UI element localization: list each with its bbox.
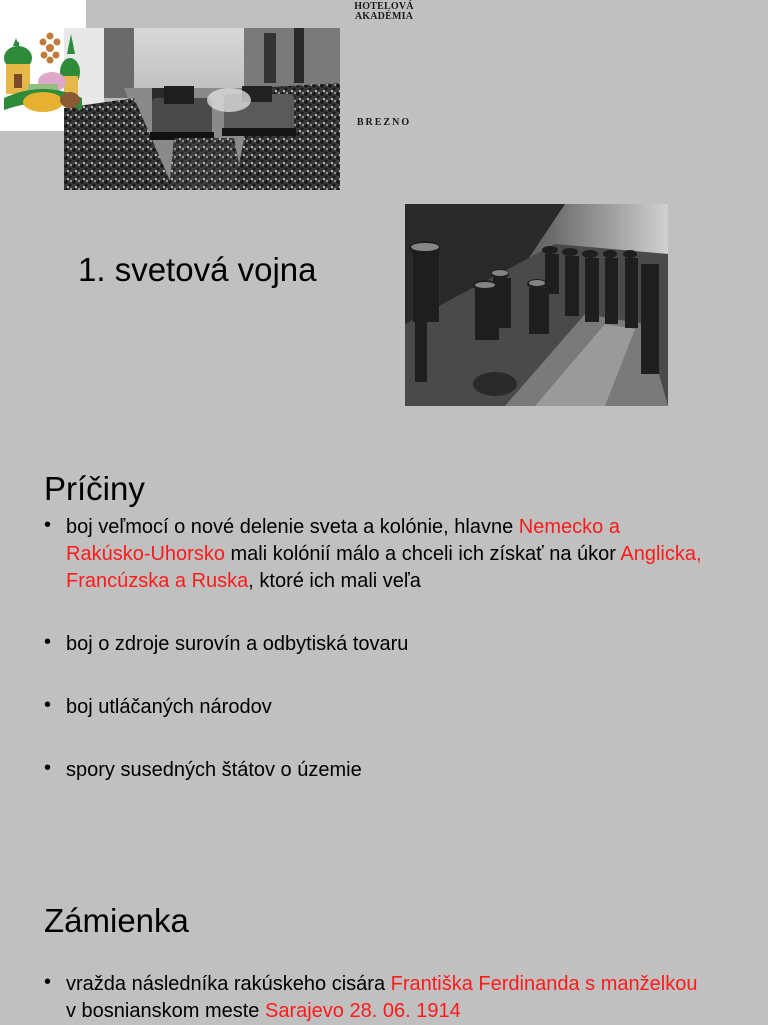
school-logo (0, 0, 414, 131)
logo-text-line3: BREZNO (356, 117, 412, 128)
slide-title: 1. svetová vojna (78, 251, 317, 288)
causes-bullet-3: • boj utláčaných národov (44, 694, 704, 721)
pretext-bullet-1 (44, 971, 704, 1025)
trench-photo-art (405, 204, 668, 406)
pretext-bullet-1-highlight-1: Františka Ferdinanda s manželkou (390, 973, 698, 995)
causes-bullet-1-highlight-2: Anglicka, Francúzska a Ruska (66, 543, 702, 592)
logo-emblem-icon (0, 24, 86, 116)
causes-bullet-1-text-3: , ktoré ich mali veľa (248, 570, 421, 592)
parade-photo-art (64, 28, 340, 190)
trench-photo (405, 204, 668, 406)
logo-text-line1: HOTELOVÁ (354, 1, 414, 12)
causes-bullet-4: • spory susedných štátov o územie (44, 757, 704, 784)
causes-bullet-1 (44, 514, 704, 595)
causes-bullet-1-text-2: mali kolónií málo a chceli ich získať na úkor (224, 543, 621, 565)
pretext-list (44, 971, 704, 1025)
pretext-bullet-1-text-1: vražda následníka rakúskeho cisára (66, 973, 391, 995)
causes-bullet-1-text-1: boj veľmocí o nové delenie sveta a kolónie, hlavne (66, 516, 519, 538)
causes-bullet-2: • boj o zdroje surovín a odbytiská tovaru (44, 631, 704, 658)
logo-text-line2: AKADÉMIA (354, 11, 414, 22)
causes-list (44, 514, 704, 820)
parade-photo (64, 28, 340, 190)
causes-bullet-1-highlight-1: Nemecko a Rakúsko-Uhorsko (66, 516, 620, 565)
pretext-heading: Zámienka (44, 902, 189, 939)
pretext-bullet-1-text-2: v bosnianskom meste (66, 1000, 265, 1022)
pretext-bullet-1-highlight-2: Sarajevo 28. 06. 1914 (264, 1000, 461, 1022)
causes-heading: Príčiny (44, 470, 145, 507)
